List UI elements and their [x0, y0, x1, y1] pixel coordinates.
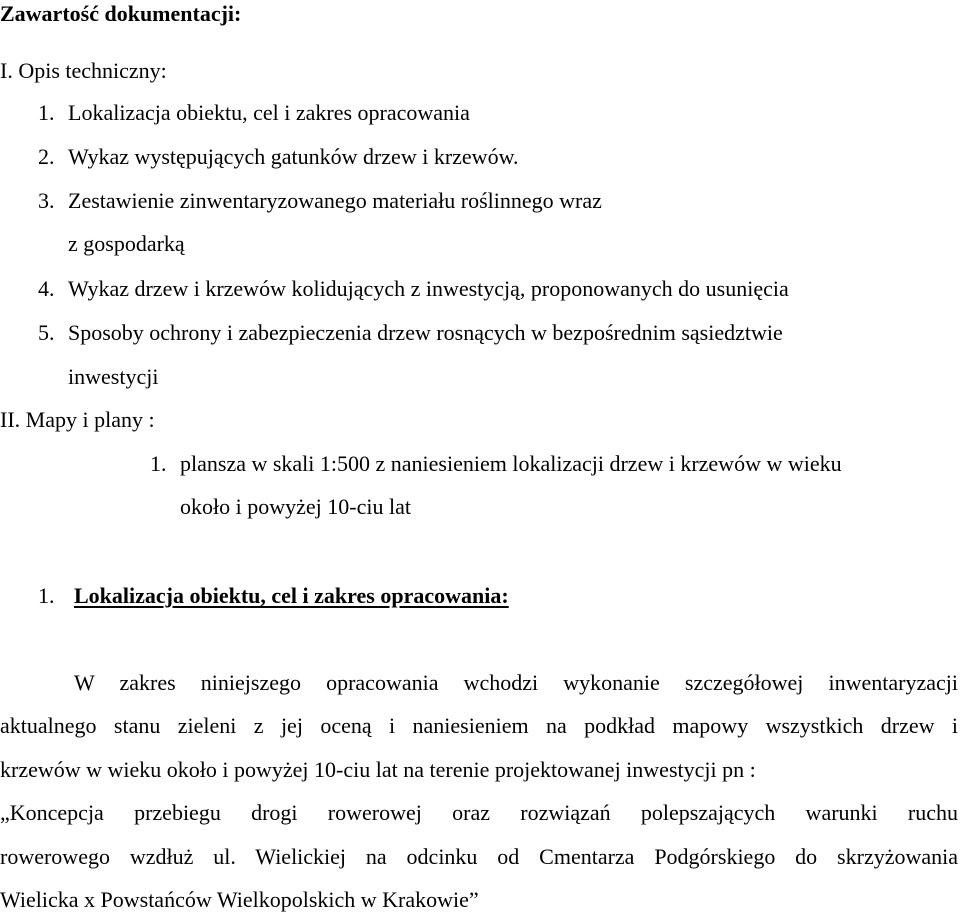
paragraph-line: W zakres niniejszego opracowania wchodzi wykonanie szczegółowej inwentaryzacji: [74, 670, 958, 695]
section-heading-technical-description: I. Opis techniczny:: [0, 58, 167, 83]
list-item-number: 5.: [38, 320, 55, 345]
list-item-number: 3.: [38, 188, 55, 213]
list-item-continuation: około i powyżej 10-ciu lat: [180, 494, 411, 519]
paragraph-line: Wielicka x Powstańców Wielkopolskich w Krakowie”: [0, 887, 479, 912]
list-item-number: 2.: [38, 144, 55, 169]
list-item-text: Wykaz występujących gatunków drzew i krzewów.: [68, 144, 519, 169]
document-title: Zawartość dokumentacji:: [0, 1, 242, 26]
paragraph-line: aktualnego stanu zieleni z jej oceną i naniesieniem na podkład mapowy wszystkich drzew i: [0, 713, 958, 738]
paragraph-line: rowerowego wzdłuż ul. Wielickiej na odcinku od Cmentarza Podgórskiego do skrzyżowania: [0, 844, 958, 869]
paragraph-line: „Koncepcja przebiegu drogi rowerowej oraz rozwiązań polepszających warunki ruchu: [0, 800, 958, 825]
section-heading-maps-plans: II. Mapy i plany :: [0, 407, 155, 432]
list-item-text: Zestawienie zinwentaryzowanego materiału roślinnego wraz: [68, 188, 602, 213]
list-item-number: 1.: [150, 451, 167, 476]
list-item-text: Sposoby ochrony i zabezpieczenia drzew rosnących w bezpośrednim sąsiedztwie: [68, 320, 783, 345]
list-item-continuation: z gospodarką: [68, 231, 185, 256]
list-item-continuation: inwestycji: [68, 364, 159, 389]
chapter-heading: Lokalizacja obiektu, cel i zakres opracowania:: [74, 583, 509, 608]
list-item-text: plansza w skali 1:500 z naniesieniem lokalizacji drzew i krzewów w wieku: [180, 451, 842, 476]
paragraph-line: krzewów w wieku około i powyżej 10-ciu lat na terenie projektowanej inwestycji pn :: [0, 757, 756, 782]
list-item-text: Lokalizacja obiektu, cel i zakres opracowania: [68, 100, 470, 125]
list-item-number: 4.: [38, 276, 55, 301]
list-item-number: 1.: [38, 100, 55, 125]
list-item-text: Wykaz drzew i krzewów kolidujących z inwestycją, proponowanych do usunięcia: [68, 276, 789, 301]
chapter-number: 1.: [38, 583, 55, 608]
